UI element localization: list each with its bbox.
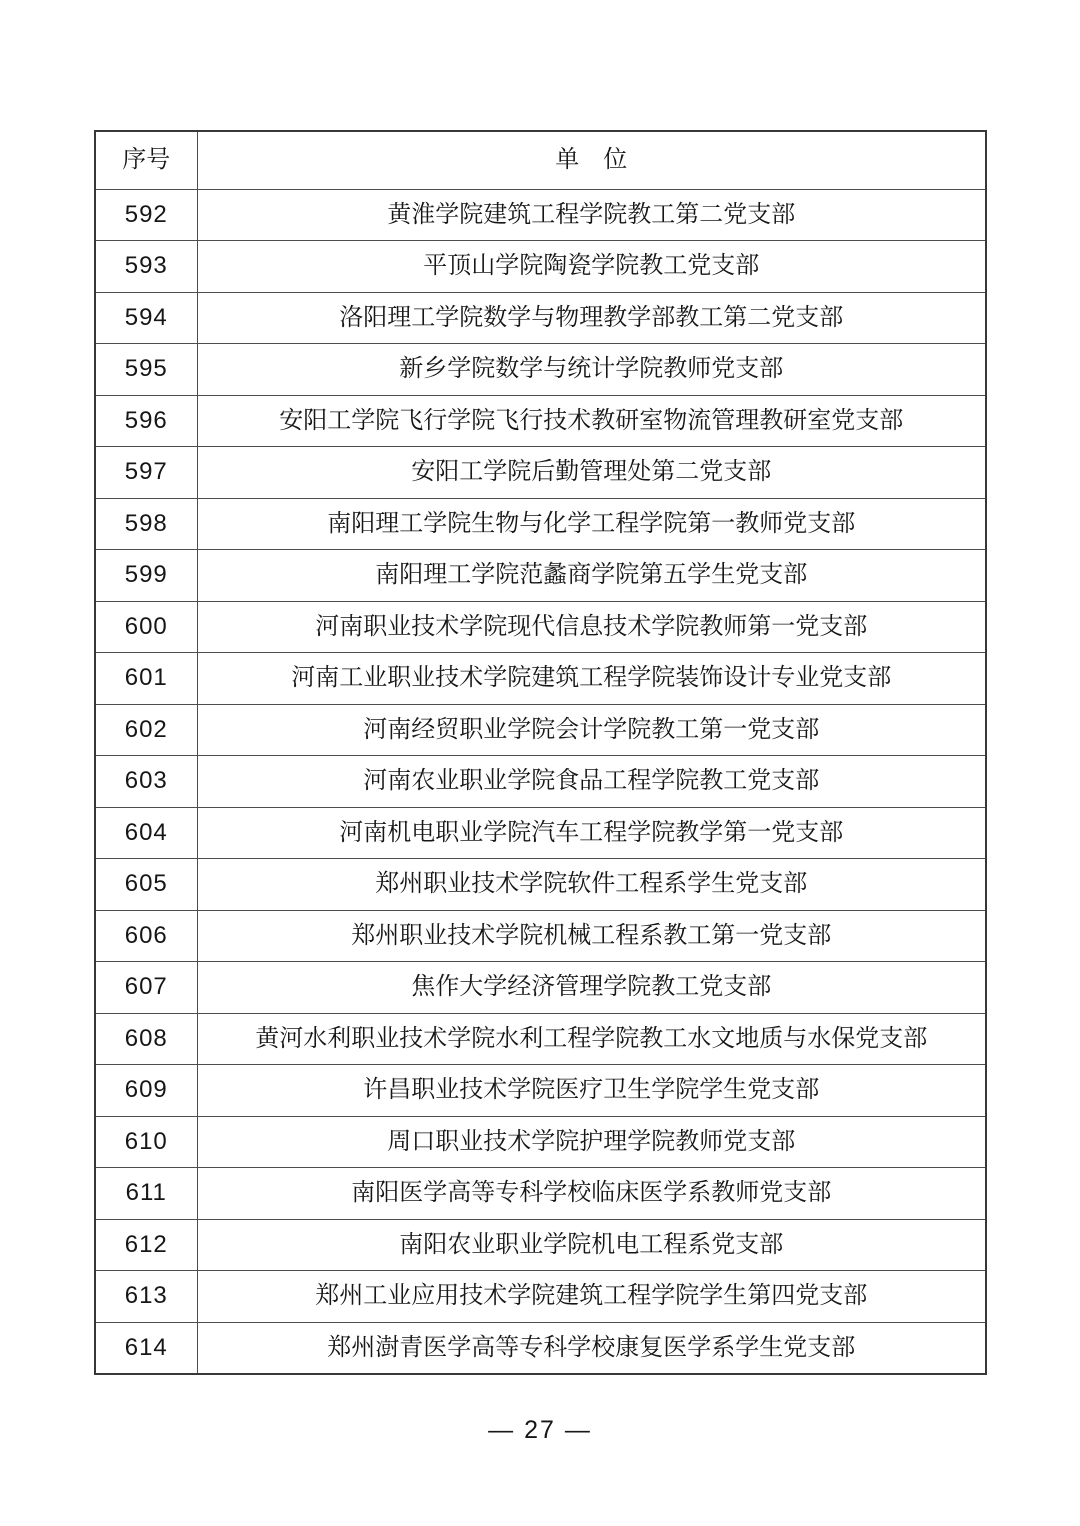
row-unit-name: 郑州工业应用技术学院建筑工程学院学生第四党支部: [197, 1271, 986, 1323]
table-row: [95, 653, 986, 705]
row-unit-name: 焦作大学经济管理学院教工党支部: [197, 962, 986, 1014]
row-unit-name: 南阳理工学院生物与化学工程学院第一教师党支部: [197, 498, 986, 550]
row-serial-number: 595: [95, 344, 197, 396]
row-serial-number: 592: [95, 189, 197, 241]
row-unit-name: 平顶山学院陶瓷学院教工党支部: [197, 241, 986, 293]
row-unit-name: 河南经贸职业学院会计学院教工第一党支部: [197, 704, 986, 756]
table-row: [95, 550, 986, 602]
header-cell-serial-number: 序号: [95, 131, 197, 189]
row-unit-name: 河南机电职业学院汽车工程学院教学第一党支部: [197, 807, 986, 859]
row-unit-name: 许昌职业技术学院医疗卫生学院学生党支部: [197, 1065, 986, 1117]
table-row: [95, 292, 986, 344]
table-row: [95, 601, 986, 653]
row-unit-name: 南阳医学高等专科学校临床医学系教师党支部: [197, 1168, 986, 1220]
table-row: [95, 1116, 986, 1168]
row-serial-number: 613: [95, 1271, 197, 1323]
row-unit-name: 郑州澍青医学高等专科学校康复医学系学生党支部: [197, 1322, 986, 1374]
row-serial-number: 599: [95, 550, 197, 602]
row-serial-number: 610: [95, 1116, 197, 1168]
table-row: [95, 756, 986, 808]
table-row: [95, 1219, 986, 1271]
row-unit-name: 新乡学院数学与统计学院教师党支部: [197, 344, 986, 396]
row-unit-name: 洛阳理工学院数学与物理教学部教工第二党支部: [197, 292, 986, 344]
row-unit-name: 安阳工学院后勤管理处第二党支部: [197, 447, 986, 499]
row-unit-name: 河南农业职业学院食品工程学院教工党支部: [197, 756, 986, 808]
table-row: [95, 1271, 986, 1323]
table-row: [95, 910, 986, 962]
row-unit-name: 南阳农业职业学院机电工程系党支部: [197, 1219, 986, 1271]
table-row: [95, 859, 986, 911]
row-serial-number: 597: [95, 447, 197, 499]
unit-table: [94, 130, 987, 1375]
row-unit-name: 安阳工学院飞行学院飞行技术教研室物流管理教研室党支部: [197, 395, 986, 447]
row-unit-name: 周口职业技术学院护理学院教师党支部: [197, 1116, 986, 1168]
row-serial-number: 605: [95, 859, 197, 911]
header-cell-unit: 单 位: [197, 131, 986, 189]
row-serial-number: 593: [95, 241, 197, 293]
row-serial-number: 612: [95, 1219, 197, 1271]
row-serial-number: 611: [95, 1168, 197, 1220]
table-row: [95, 189, 986, 241]
table-row: [95, 1168, 986, 1220]
table-row: [95, 704, 986, 756]
row-serial-number: 594: [95, 292, 197, 344]
table-row: [95, 498, 986, 550]
row-serial-number: 596: [95, 395, 197, 447]
row-unit-name: 河南工业职业技术学院建筑工程学院装饰设计专业党支部: [197, 653, 986, 705]
table-row: [95, 1013, 986, 1065]
row-serial-number: 601: [95, 653, 197, 705]
row-unit-name: 郑州职业技术学院机械工程系教工第一党支部: [197, 910, 986, 962]
row-serial-number: 614: [95, 1322, 197, 1374]
table-header-row: [95, 131, 986, 189]
row-serial-number: 607: [95, 962, 197, 1014]
table-row: [95, 1065, 986, 1117]
row-serial-number: 602: [95, 704, 197, 756]
row-serial-number: 603: [95, 756, 197, 808]
table-row: [95, 807, 986, 859]
row-unit-name: 郑州职业技术学院软件工程系学生党支部: [197, 859, 986, 911]
table-row: [95, 447, 986, 499]
row-serial-number: 608: [95, 1013, 197, 1065]
row-serial-number: 598: [95, 498, 197, 550]
row-serial-number: 600: [95, 601, 197, 653]
row-unit-name: 黄河水利职业技术学院水利工程学院教工水文地质与水保党支部: [197, 1013, 986, 1065]
row-unit-name: 南阳理工学院范蠡商学院第五学生党支部: [197, 550, 986, 602]
row-unit-name: 河南职业技术学院现代信息技术学院教师第一党支部: [197, 601, 986, 653]
row-serial-number: 604: [95, 807, 197, 859]
table-row: [95, 344, 986, 396]
row-unit-name: 黄淮学院建筑工程学院教工第二党支部: [197, 189, 986, 241]
table-row: [95, 395, 986, 447]
table-row: [95, 241, 986, 293]
row-serial-number: 609: [95, 1065, 197, 1117]
table-row: [95, 1322, 986, 1374]
table-row: [95, 962, 986, 1014]
page-number: — 27 —: [488, 1416, 592, 1444]
row-serial-number: 606: [95, 910, 197, 962]
